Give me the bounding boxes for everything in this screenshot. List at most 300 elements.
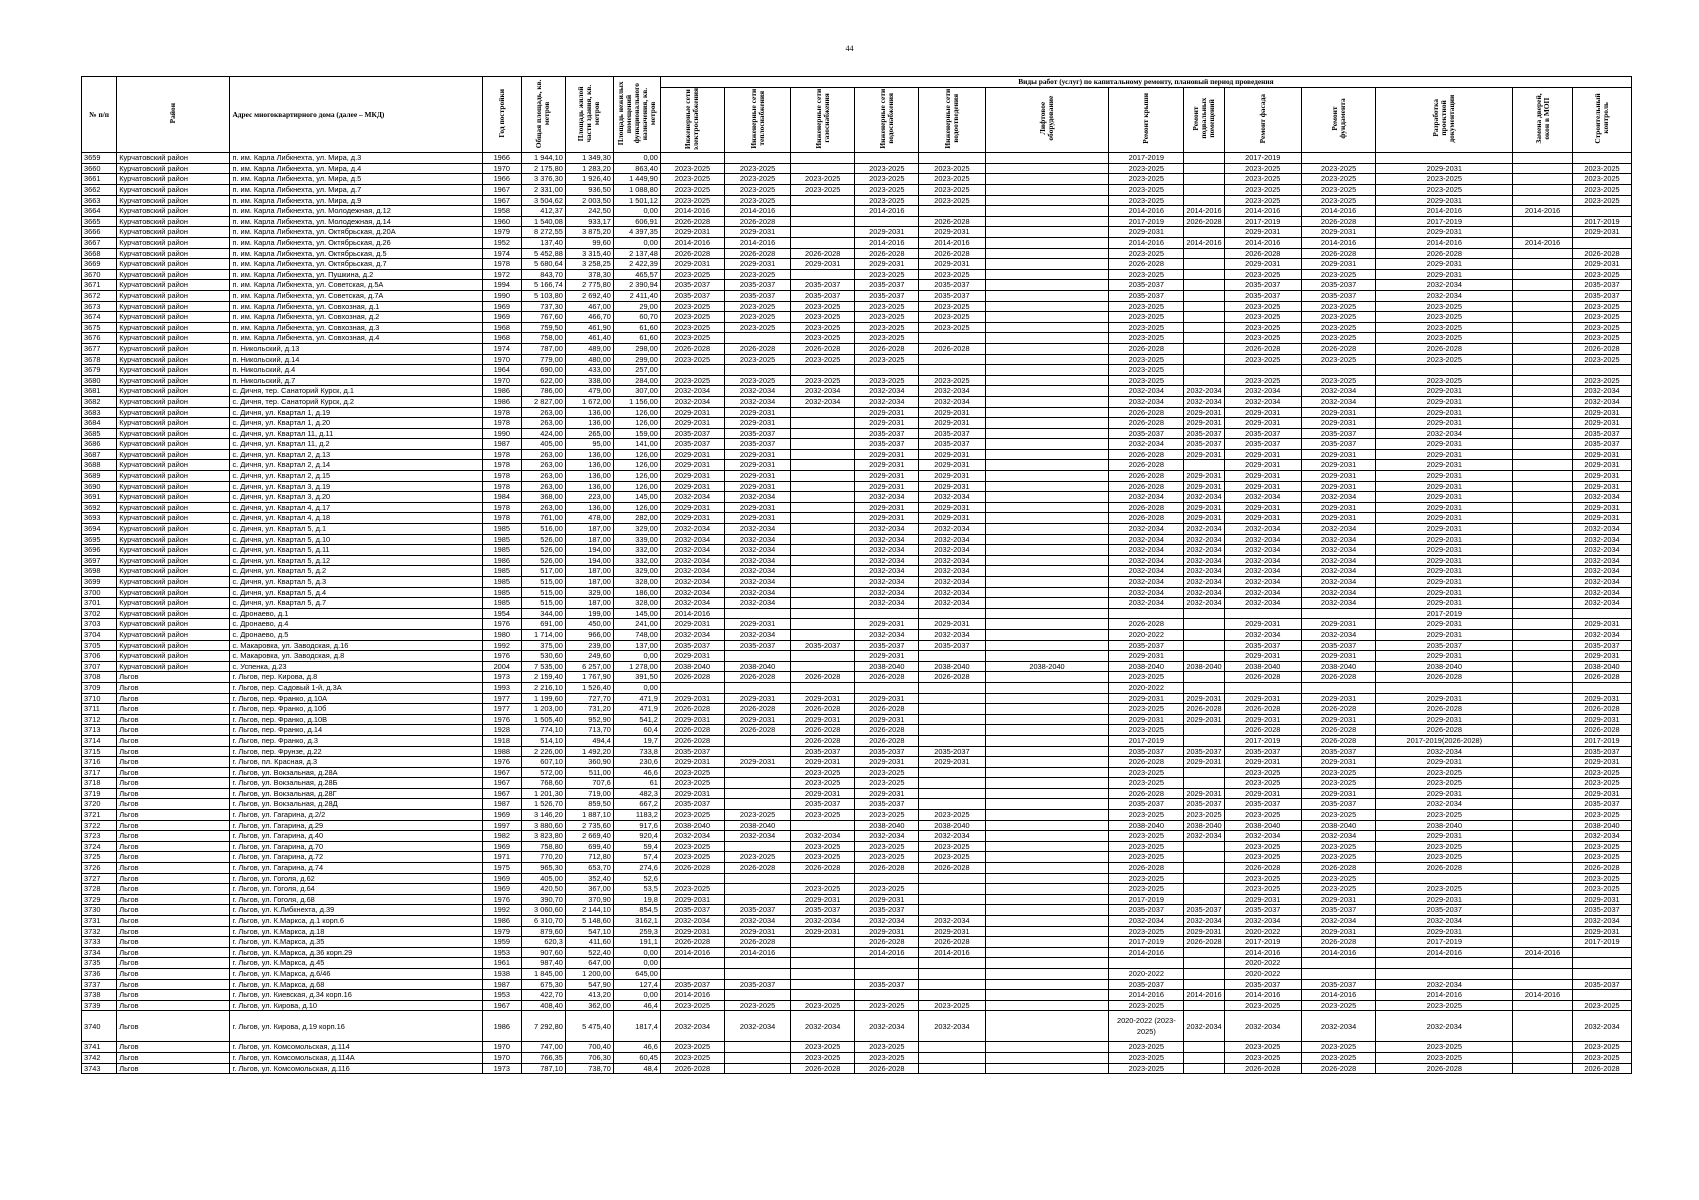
cell-work-supervision: 2038-2040 — [1573, 661, 1632, 672]
cell-work-sewerage: 2023-2025 — [919, 301, 985, 312]
cell-nonliving-area: 733,8 — [613, 746, 660, 757]
cell-build-year: 1969 — [482, 301, 522, 312]
cell-address: с. Дичня, ул. Квартал 3, д.19 — [230, 481, 482, 492]
cell-work-gas: 2026-2028 — [791, 343, 855, 354]
cell-work-basement: 2029-2031 — [1184, 513, 1225, 524]
cell-work-foundation: 2023-2025 — [1301, 767, 1376, 778]
cell-row-number: 3732 — [82, 926, 117, 937]
cell-work-supervision: 2035-2037 — [1573, 439, 1632, 450]
cell-work-sewerage: 2032-2034 — [919, 534, 985, 545]
cell-work-elevator — [985, 312, 1109, 323]
cell-living-area: 1 492,20 — [565, 746, 613, 757]
cell-build-year: 1992 — [482, 640, 522, 651]
cell-work-sewerage: 2023-2025 — [919, 852, 985, 863]
cell-district: Курчатовский район — [117, 598, 230, 609]
cell-row-number: 3718 — [82, 778, 117, 789]
cell-work-supervision: 2023-2025 — [1573, 778, 1632, 789]
cell-nonliving-area: 2 422,39 — [613, 259, 660, 270]
header-num: № п/п — [82, 77, 117, 153]
cell-district: Льгов — [117, 757, 230, 768]
cell-work-water: 2023-2025 — [855, 884, 919, 895]
cell-address: г. Льгов, ул. Вокзальная, д.28Г — [230, 788, 482, 799]
cell-work-electricity: 2029-2031 — [660, 502, 724, 513]
cell-row-number: 3741 — [82, 1042, 117, 1053]
cell-address: п. им. Карла Либкнехта, ул. Советская, д.7А — [230, 290, 482, 301]
cell-total-area: 6 310,70 — [522, 916, 566, 927]
cell-work-gas — [791, 524, 855, 535]
cell-living-area: 2 669,40 — [565, 831, 613, 842]
cell-work-doors-windows — [1513, 185, 1573, 196]
cell-work-gas: 2035-2037 — [791, 746, 855, 757]
cell-nonliving-area: 1183,2 — [613, 810, 660, 821]
cell-nonliving-area: 328,00 — [613, 577, 660, 588]
cell-work-roof: 2017-2019 — [1109, 735, 1184, 746]
cell-work-gas — [791, 428, 855, 439]
cell-work-heating: 2023-2025 — [724, 185, 790, 196]
table-row — [82, 513, 1632, 524]
cell-work-foundation: 2023-2025 — [1301, 312, 1376, 323]
cell-work-supervision: 2017-2019 — [1573, 216, 1632, 227]
cell-district: Льгов — [117, 937, 230, 948]
cell-work-elevator — [985, 926, 1109, 937]
cell-work-foundation: 2023-2025 — [1301, 322, 1376, 333]
cell-work-heating: 2023-2025 — [724, 322, 790, 333]
cell-address: п. им. Карла Либкнехта, ул. Октябрьская, д.5 — [230, 248, 482, 259]
cell-work-electricity: 2035-2037 — [660, 799, 724, 810]
cell-total-area: 987,40 — [522, 958, 566, 969]
table-row — [82, 153, 1632, 164]
cell-work-foundation: 2029-2031 — [1301, 651, 1376, 662]
table-row — [82, 598, 1632, 609]
cell-build-year: 1985 — [482, 598, 522, 609]
cell-work-sewerage — [919, 894, 985, 905]
cell-work-electricity: 2026-2028 — [660, 704, 724, 715]
cell-work-gas — [791, 439, 855, 450]
cell-work-elevator — [985, 704, 1109, 715]
cell-work-heating — [724, 778, 790, 789]
cell-work-basement — [1184, 767, 1225, 778]
cell-address: с. Дронаево, д.4 — [230, 619, 482, 630]
cell-work-design-docs: 2014-2016 — [1376, 990, 1513, 1001]
cell-address: с. Дичня, ул. Квартал 4, д.18 — [230, 513, 482, 524]
cell-address: г. Льгов, ул. К.Маркса, д.1 корп.6 — [230, 916, 482, 927]
cell-work-supervision: 2029-2031 — [1573, 693, 1632, 704]
cell-work-doors-windows — [1513, 767, 1573, 778]
cell-address: г. Льгов, пер. Садовый 1-й, д.3А — [230, 682, 482, 693]
cell-work-facade: 2023-2025 — [1224, 333, 1301, 344]
cell-work-supervision: 2017-2019 — [1573, 937, 1632, 948]
cell-build-year: 1959 — [482, 937, 522, 948]
cell-nonliving-area: 127,4 — [613, 979, 660, 990]
cell-work-gas: 2029-2031 — [791, 714, 855, 725]
cell-work-roof: 2026-2028 — [1109, 471, 1184, 482]
cell-work-electricity: 2023-2025 — [660, 301, 724, 312]
cell-address: г. Льгов, ул. К.Маркса, д.35 — [230, 937, 482, 948]
cell-living-area: 719,00 — [565, 788, 613, 799]
cell-work-foundation — [1301, 365, 1376, 376]
cell-work-electricity: 2023-2025 — [660, 841, 724, 852]
cell-work-basement — [1184, 259, 1225, 270]
cell-build-year: 1986 — [482, 386, 522, 397]
cell-row-number: 3667 — [82, 238, 117, 249]
cell-district: Курчатовский район — [117, 280, 230, 291]
cell-work-roof: 2032-2034 — [1109, 577, 1184, 588]
cell-build-year: 1967 — [482, 788, 522, 799]
cell-work-design-docs: 2029-2031 — [1376, 831, 1513, 842]
cell-work-doors-windows — [1513, 831, 1573, 842]
cell-address: г. Льгов, ул. К.Маркса, д.18 — [230, 926, 482, 937]
cell-work-basement — [1184, 290, 1225, 301]
cell-work-supervision: 2035-2037 — [1573, 746, 1632, 757]
cell-work-electricity — [660, 873, 724, 884]
cell-work-design-docs: 2029-2031 — [1376, 492, 1513, 503]
cell-work-basement — [1184, 301, 1225, 312]
cell-work-supervision: 2035-2037 — [1573, 979, 1632, 990]
cell-work-electricity: 2023-2025 — [660, 1000, 724, 1011]
cell-address: п. им. Карла Либкнехта, ул. Совхозная, д.4 — [230, 333, 482, 344]
cell-work-basement: 2014-2016 — [1184, 990, 1225, 1001]
cell-living-area: 136,00 — [565, 481, 613, 492]
cell-build-year: 1968 — [482, 333, 522, 344]
cell-work-facade: 2029-2031 — [1224, 693, 1301, 704]
cell-work-gas — [791, 566, 855, 577]
table-row — [82, 492, 1632, 503]
cell-work-supervision — [1573, 958, 1632, 969]
cell-build-year: 1938 — [482, 968, 522, 979]
cell-work-roof: 2029-2031 — [1109, 693, 1184, 704]
cell-work-electricity: 2014-2016 — [660, 990, 724, 1001]
cell-district: Льгов — [117, 884, 230, 895]
cell-living-area: 731,20 — [565, 704, 613, 715]
cell-work-doors-windows — [1513, 195, 1573, 206]
cell-district: Курчатовский район — [117, 492, 230, 503]
cell-work-sewerage: 2032-2034 — [919, 566, 985, 577]
cell-work-elevator — [985, 449, 1109, 460]
cell-total-area: 1 944,10 — [522, 153, 566, 164]
cell-district: Курчатовский район — [117, 333, 230, 344]
cell-work-basement — [1184, 672, 1225, 683]
cell-living-area: 360,90 — [565, 757, 613, 768]
cell-row-number: 3672 — [82, 290, 117, 301]
cell-work-elevator — [985, 460, 1109, 471]
header-work-4: Инженерные сети водоотведения — [919, 87, 985, 153]
cell-work-heating: 2029-2031 — [724, 619, 790, 630]
cell-work-foundation: 2029-2031 — [1301, 481, 1376, 492]
cell-work-foundation: 2026-2028 — [1301, 937, 1376, 948]
header-work-6: Ремонт крыши — [1109, 87, 1184, 153]
cell-work-sewerage: 2032-2034 — [919, 629, 985, 640]
cell-row-number: 3738 — [82, 990, 117, 1001]
cell-work-basement: 2029-2031 — [1184, 471, 1225, 482]
cell-work-supervision: 2029-2031 — [1573, 418, 1632, 429]
cell-work-facade: 2026-2028 — [1224, 725, 1301, 736]
cell-build-year: 1976 — [482, 714, 522, 725]
cell-work-supervision: 2035-2037 — [1573, 428, 1632, 439]
cell-work-heating: 2029-2031 — [724, 227, 790, 238]
cell-work-doors-windows — [1513, 598, 1573, 609]
cell-work-roof: 2026-2028 — [1109, 343, 1184, 354]
cell-work-electricity: 2032-2034 — [660, 545, 724, 556]
cell-work-electricity: 2023-2025 — [660, 884, 724, 895]
cell-work-supervision: 2023-2025 — [1573, 375, 1632, 386]
cell-work-water: 2032-2034 — [855, 577, 919, 588]
cell-work-foundation: 2038-2040 — [1301, 820, 1376, 831]
cell-work-elevator — [985, 1000, 1109, 1011]
cell-nonliving-area: 145,00 — [613, 492, 660, 503]
cell-district: Курчатовский район — [117, 545, 230, 556]
cell-work-heating: 2035-2037 — [724, 979, 790, 990]
cell-address: г. Льгов, ул. Гагарина, д.40 — [230, 831, 482, 842]
cell-address: г. Льгов, пер. Франко, д.14 — [230, 725, 482, 736]
cell-row-number: 3730 — [82, 905, 117, 916]
cell-work-roof — [1109, 958, 1184, 969]
cell-work-facade: 2029-2031 — [1224, 619, 1301, 630]
cell-work-basement: 2029-2031 — [1184, 926, 1225, 937]
cell-work-doors-windows — [1513, 926, 1573, 937]
cell-work-facade: 2032-2034 — [1224, 587, 1301, 598]
cell-living-area: 5 475,40 — [565, 1011, 613, 1042]
cell-work-water: 2032-2034 — [855, 545, 919, 556]
cell-total-area: 2 159,40 — [522, 672, 566, 683]
cell-district: Курчатовский район — [117, 587, 230, 598]
table-row — [82, 788, 1632, 799]
cell-work-water — [855, 958, 919, 969]
cell-work-water: 2032-2034 — [855, 386, 919, 397]
cell-work-facade: 2023-2025 — [1224, 322, 1301, 333]
cell-work-elevator — [985, 386, 1109, 397]
cell-living-area: 187,00 — [565, 524, 613, 535]
cell-total-area: 766,35 — [522, 1052, 566, 1063]
cell-work-heating: 2014-2016 — [724, 206, 790, 217]
cell-work-foundation: 2029-2031 — [1301, 788, 1376, 799]
cell-row-number: 3659 — [82, 153, 117, 164]
cell-work-basement: 2029-2031 — [1184, 502, 1225, 513]
cell-living-area: 479,00 — [565, 386, 613, 397]
cell-work-water: 2029-2031 — [855, 227, 919, 238]
table-row — [82, 566, 1632, 577]
cell-work-design-docs: 2029-2031 — [1376, 587, 1513, 598]
cell-work-design-docs: 2029-2031 — [1376, 513, 1513, 524]
cell-work-design-docs: 2029-2031 — [1376, 629, 1513, 640]
cell-work-heating: 2035-2037 — [724, 905, 790, 916]
cell-work-electricity: 2029-2031 — [660, 714, 724, 725]
cell-nonliving-area: 920,4 — [613, 831, 660, 842]
cell-work-design-docs: 2026-2028 — [1376, 863, 1513, 874]
cell-work-facade: 2017-2019 — [1224, 937, 1301, 948]
cell-work-supervision: 2029-2031 — [1573, 651, 1632, 662]
cell-work-roof: 2032-2034 — [1109, 598, 1184, 609]
cell-total-area: 1 526,70 — [522, 799, 566, 810]
cell-work-heating: 2029-2031 — [724, 449, 790, 460]
cell-work-electricity: 2029-2031 — [660, 926, 724, 937]
cell-row-number: 3715 — [82, 746, 117, 757]
cell-work-gas — [791, 682, 855, 693]
cell-work-supervision: 2026-2028 — [1573, 248, 1632, 259]
cell-total-area: 390,70 — [522, 894, 566, 905]
table-row — [82, 354, 1632, 365]
cell-total-area: 263,00 — [522, 471, 566, 482]
cell-work-water: 2026-2028 — [855, 1063, 919, 1074]
cell-living-area: 653,70 — [565, 863, 613, 874]
cell-work-supervision: 2032-2034 — [1573, 1011, 1632, 1042]
cell-nonliving-area: 2 411,40 — [613, 290, 660, 301]
cell-work-facade: 2026-2028 — [1224, 248, 1301, 259]
cell-work-roof: 2023-2025 — [1109, 375, 1184, 386]
cell-living-area: 265,00 — [565, 428, 613, 439]
cell-work-sewerage: 2035-2037 — [919, 640, 985, 651]
cell-work-supervision: 2023-2025 — [1573, 195, 1632, 206]
cell-address: г. Льгов, ул. Гагарина, д.72 — [230, 852, 482, 863]
cell-work-water: 2014-2016 — [855, 947, 919, 958]
cell-work-sewerage — [919, 365, 985, 376]
cell-work-water: 2026-2028 — [855, 704, 919, 715]
cell-row-number: 3694 — [82, 524, 117, 535]
cell-work-doors-windows — [1513, 968, 1573, 979]
cell-nonliving-area: 257,00 — [613, 365, 660, 376]
cell-work-elevator — [985, 968, 1109, 979]
cell-work-facade: 2023-2025 — [1224, 884, 1301, 895]
cell-work-design-docs: 2023-2025 — [1376, 322, 1513, 333]
cell-build-year: 1972 — [482, 269, 522, 280]
cell-work-water: 2023-2025 — [855, 1052, 919, 1063]
cell-work-heating — [724, 968, 790, 979]
cell-work-water: 2023-2025 — [855, 810, 919, 821]
cell-work-elevator — [985, 863, 1109, 874]
cell-build-year: 1979 — [482, 227, 522, 238]
table-row — [82, 163, 1632, 174]
header-nonliving-area: Площадь нежилых помещений функционального назначения, кв. метров — [613, 77, 660, 153]
cell-address: с. Дичня, ул. Квартал 5, д.12 — [230, 555, 482, 566]
header-work-7: Ремонт подвальных помещений — [1184, 87, 1225, 153]
cell-nonliving-area: 159,00 — [613, 428, 660, 439]
cell-work-water — [855, 153, 919, 164]
cell-work-doors-windows — [1513, 937, 1573, 948]
cell-work-foundation: 2032-2034 — [1301, 916, 1376, 927]
cell-total-area: 767,60 — [522, 312, 566, 323]
cell-work-elevator — [985, 778, 1109, 789]
cell-nonliving-area: 0,00 — [613, 990, 660, 1001]
cell-work-design-docs: 2032-2034 — [1376, 979, 1513, 990]
cell-work-doors-windows — [1513, 280, 1573, 291]
cell-work-water: 2026-2028 — [855, 735, 919, 746]
cell-living-area: 2 003,50 — [565, 195, 613, 206]
cell-work-sewerage: 2026-2028 — [919, 343, 985, 354]
cell-work-facade: 2029-2031 — [1224, 714, 1301, 725]
cell-nonliving-area: 46,4 — [613, 1000, 660, 1011]
cell-total-area: 3 823,80 — [522, 831, 566, 842]
cell-living-area: 187,00 — [565, 534, 613, 545]
cell-work-heating: 2032-2034 — [724, 1011, 790, 1042]
cell-work-doors-windows — [1513, 725, 1573, 736]
cell-work-doors-windows — [1513, 471, 1573, 482]
cell-work-design-docs: 2026-2028 — [1376, 248, 1513, 259]
cell-work-electricity: 2026-2028 — [660, 1063, 724, 1074]
cell-work-basement — [1184, 312, 1225, 323]
cell-work-supervision: 2029-2031 — [1573, 714, 1632, 725]
cell-build-year: 1987 — [482, 439, 522, 450]
cell-work-facade: 2035-2037 — [1224, 979, 1301, 990]
cell-total-area: 530,60 — [522, 651, 566, 662]
cell-work-roof: 2026-2028 — [1109, 619, 1184, 630]
cell-work-doors-windows — [1513, 407, 1573, 418]
cell-work-basement — [1184, 248, 1225, 259]
cell-row-number: 3665 — [82, 216, 117, 227]
cell-build-year: 1992 — [482, 905, 522, 916]
cell-district: Льгов — [117, 682, 230, 693]
cell-work-basement — [1184, 153, 1225, 164]
cell-work-foundation — [1301, 153, 1376, 164]
cell-work-water: 2029-2031 — [855, 788, 919, 799]
cell-work-water: 2026-2028 — [855, 863, 919, 874]
cell-work-gas: 2026-2028 — [791, 735, 855, 746]
cell-work-water: 2023-2025 — [855, 354, 919, 365]
cell-district: Курчатовский район — [117, 322, 230, 333]
cell-work-heating: 2032-2034 — [724, 831, 790, 842]
cell-work-supervision: 2026-2028 — [1573, 863, 1632, 874]
cell-work-basement: 2029-2031 — [1184, 757, 1225, 768]
cell-address: п. им. Карла Либкнехта, ул. Совхозная, д.3 — [230, 322, 482, 333]
cell-build-year: 1969 — [482, 312, 522, 323]
cell-work-water: 2029-2031 — [855, 926, 919, 937]
cell-work-facade: 2032-2034 — [1224, 386, 1301, 397]
cell-row-number: 3703 — [82, 619, 117, 630]
cell-work-basement — [1184, 608, 1225, 619]
cell-work-basement: 2035-2037 — [1184, 439, 1225, 450]
cell-work-design-docs: 2029-2031 — [1376, 163, 1513, 174]
cell-work-design-docs: 2023-2025 — [1376, 354, 1513, 365]
cell-address: г. Льгов, ул. Комсомольская, д.116 — [230, 1063, 482, 1074]
capital-repair-table — [81, 76, 1632, 1074]
cell-district: Курчатовский район — [117, 407, 230, 418]
cell-work-roof: 2020-2022 — [1109, 629, 1184, 640]
cell-work-basement — [1184, 894, 1225, 905]
cell-row-number: 3693 — [82, 513, 117, 524]
cell-work-supervision: 2017-2019 — [1573, 735, 1632, 746]
cell-work-gas: 2026-2028 — [791, 725, 855, 736]
table-row — [82, 735, 1632, 746]
cell-district: Курчатовский район — [117, 428, 230, 439]
cell-work-doors-windows — [1513, 863, 1573, 874]
cell-build-year: 2004 — [482, 661, 522, 672]
cell-work-design-docs: 2038-2040 — [1376, 661, 1513, 672]
cell-work-supervision: 2023-2025 — [1573, 767, 1632, 778]
cell-work-doors-windows — [1513, 1052, 1573, 1063]
cell-work-design-docs: 2026-2028 — [1376, 672, 1513, 683]
cell-living-area: 2 692,40 — [565, 290, 613, 301]
cell-nonliving-area: 307,00 — [613, 386, 660, 397]
cell-total-area: 3 504,62 — [522, 195, 566, 206]
cell-living-area: 547,90 — [565, 979, 613, 990]
cell-address: с. Дичня, ул. Квартал 5, д.7 — [230, 598, 482, 609]
cell-work-heating: 2023-2025 — [724, 301, 790, 312]
cell-work-roof: 2023-2025 — [1109, 1000, 1184, 1011]
cell-work-foundation: 2032-2034 — [1301, 492, 1376, 503]
cell-address: г. Льгов, ул. Гагарина, д.2/2 — [230, 810, 482, 821]
cell-work-facade: 2032-2034 — [1224, 1011, 1301, 1042]
cell-living-area: 2 144,10 — [565, 905, 613, 916]
cell-work-supervision — [1573, 947, 1632, 958]
cell-district: Курчатовский район — [117, 577, 230, 588]
cell-work-foundation: 2023-2025 — [1301, 873, 1376, 884]
cell-work-roof: 2023-2025 — [1109, 163, 1184, 174]
cell-row-number: 3728 — [82, 884, 117, 895]
cell-living-area: 1 200,00 — [565, 968, 613, 979]
cell-work-foundation: 2032-2034 — [1301, 1011, 1376, 1042]
cell-work-sewerage: 2029-2031 — [919, 513, 985, 524]
cell-build-year: 1976 — [482, 619, 522, 630]
cell-work-basement: 2026-2028 — [1184, 937, 1225, 948]
cell-work-sewerage: 2023-2025 — [919, 312, 985, 323]
